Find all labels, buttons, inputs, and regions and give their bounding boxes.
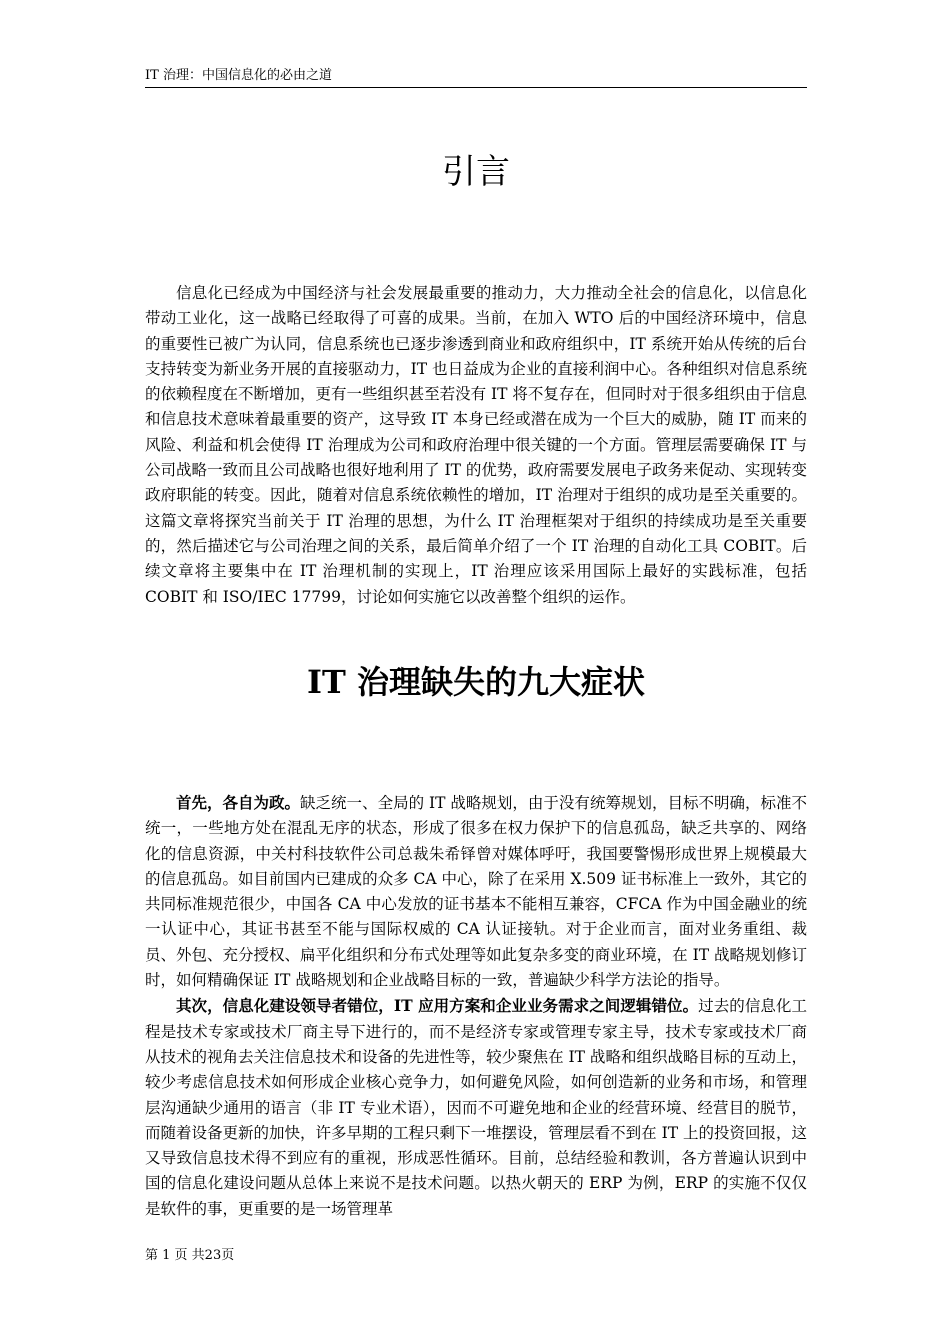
intro-section — [145, 281, 807, 610]
symptom-text-1: 缺乏统一、全局的 IT 战略规划，由于没有统筹规划，目标不明确，标准不统一，一些地方处在混乱无序的状态，形成了很多在权力保护下的信息孤岛，缺乏共享的、网络化的信息资源，中关村科技软件公司总裁朱希铎曾对媒体呼吁，我国要警惕形成世界上规模最大的信息孤岛。如目前国内已建成的众多 CA 中心，除了在采用 X.509 证书标准上一致外，其它的共同标准规范很少，中国各 CA 中心发放的证书基本不能相互兼容，CFCA 作为中国金融业的统一认证中心，其证书甚至不能与国际权威的 CA 认证接轨。对于企业而言，面对业务重组、裁员、外包、充分授权、扁平化组织和分布式处理等如此复杂多变的商业环境，在 IT 战略规划修订时，如何精确保证 IT 战略规划和企业战略目标的一致，普遍缺少科学方法论的指导。 — [145, 794, 807, 990]
running-header: IT 治理：中国信息化的必由之道 — [145, 68, 807, 88]
page-number-footer: 第 1 页 共23页 — [145, 1248, 235, 1263]
section-title-symptoms: IT 治理缺失的九大症状 — [307, 663, 645, 701]
intro-paragraph: 信息化已经成为中国经济与社会发展最重要的推动力，大力推动全社会的信息化，以信息化带动工业化，这一战略已经取得了可喜的成果。当前，在加入 WTO 后的中国经济环境中，信息的重要性已被广为认同，信息系统也已逐步渗透到商业和政府组织中，IT 系统开始从传统的后台支持转变为新业务开展的直接驱动力，IT 也日益成为企业的直接利润中心。各种组织对信息系统的依赖程度在不断增加，更有一些组织甚至若没有 IT 将不复存在，但同时对于很多组织由于信息和信息技术意味着最重要的资产，这导致 IT 本身已经或潜在成为一个巨大的威胁，随 IT 而来的风险、利益和机会使得 IT 治理成为公司和政府治理中很关键的一个方面。管理层需要确保 IT 与公司战略一致而且公司战略也很好地利用了 IT 的优势，政府需要发展电子政务来促动、实现转变政府职能的转变。因此，随着对信息系统依赖性的增加，IT 治理对于组织的成功是至关重要的。这篇文章将探究当前关于 IT 治理的思想，为什么 IT 治理框架对于组织的持续成功是至关重要的，然后描述它与公司治理之间的关系，最后简单介绍了一个 IT 治理的自动化工具 COBIT。后续文章将主要集中在 IT 治理机制的实现上，IT 治理应该采用国际上最好的实践标准，包括 COBIT 和 ISO/IEC 17799，讨论如何实施它以改善整个组织的运作。 — [145, 284, 807, 606]
symptom-paragraph-1 — [145, 790, 807, 993]
symptom-lead-2: 其次，信息化建设领导者错位，IT 应用方案和企业业务需求之间逻辑错位。 — [176, 996, 699, 1016]
symptoms-section — [145, 790, 807, 1222]
symptom-paragraph-2 — [145, 993, 807, 1222]
symptom-lead-1: 首先，各自为政。 — [176, 793, 301, 812]
section-title-intro: 引言 — [442, 152, 510, 192]
symptom-text-2: 过去的信息化工程是技术专家或技术厂商主导下进行的，而不是经济专家或管理专家主导，技术专家或技术厂商从技术的视角去关注信息技术和设备的先进性等，较少聚焦在 IT 战略和组织战略目标的互动上，较少考虑信息技术如何形成企业核心竞争力，如何避免风险，如何创造新的业务和市场，和管理层沟通缺少通用的语言（非 IT 专业术语），因而不可避免地和企业的经营环境、经营目的脱节，而随着设备更新的加快，许多早期的工程只剩下一堆摆设，管理层看不到在 IT 上的投资回报，这又导致信息技术得不到应有的重视，形成恶性循环。目前，总结经验和教训，各方普遍认识到中国的信息化建设问题从总体上来说不是技术问题。以热火朝天的 ERP 为例，ERP 的实施不仅仅是软件的事，更重要的是一场管理革 — [145, 997, 807, 1218]
